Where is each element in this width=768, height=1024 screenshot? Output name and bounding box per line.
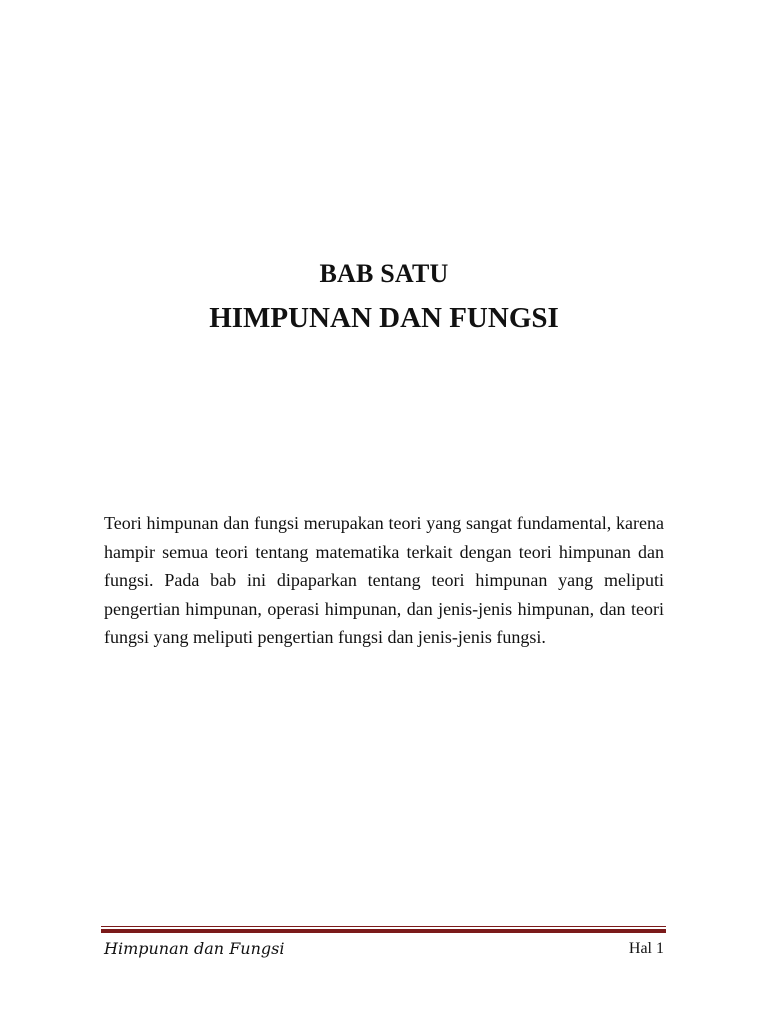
- chapter-title: HIMPUNAN DAN FUNGSI: [209, 302, 559, 334]
- chapter-label: BAB SATU: [319, 259, 449, 288]
- footer-book-title: Himpunan dan Fungsi: [104, 939, 285, 958]
- footer-divider-thick-line: [101, 929, 666, 933]
- footer-page-number: Hal 1: [628, 940, 664, 957]
- footer-divider: [101, 926, 666, 933]
- footer-divider-thin-line: [101, 926, 666, 927]
- intro-paragraph: Teori himpunan dan fungsi merupakan teori yang sangat fundamental, karena hampir semua teori tentang matematika terkait dengan teori himpunan dan fungsi. Pada bab ini dipaparkan tentang teori himpunan yang meliputi pengertian himpunan, operasi himpunan, dan jenis-jenis himpunan, dan teori fungsi yang meliputi pengertian fungsi dan jenis-jenis fungsi.: [104, 513, 664, 648]
